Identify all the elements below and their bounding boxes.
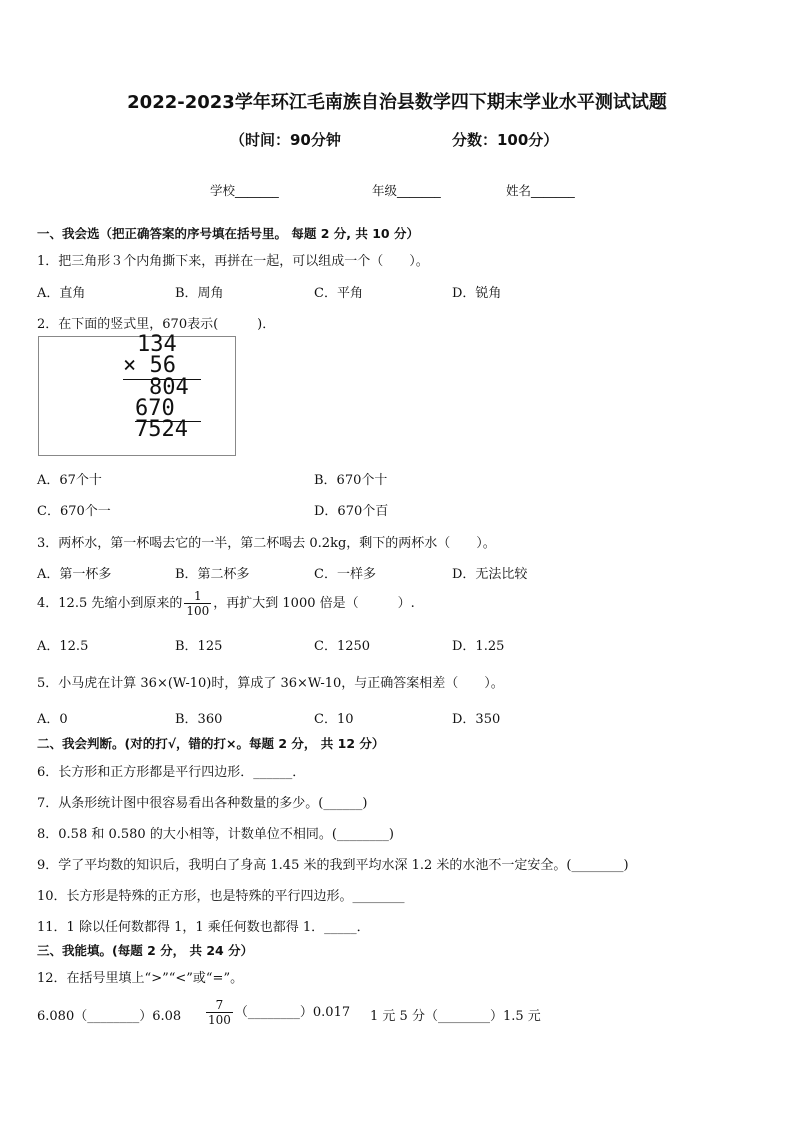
q4-frac-num: 1 (184, 589, 211, 604)
q4-option-a: A．12.5 (37, 639, 89, 654)
mul-line-4: 670 (135, 396, 175, 421)
q3-option-b: B．第二杯多 (175, 567, 250, 582)
section3-heading: 三、我能填。(每题 2 分， 共 24 分） (37, 943, 254, 958)
q1-option-a: A．直角 (37, 286, 86, 301)
q3-option-c: C．一样多 (314, 567, 376, 582)
mul-line-3: 804 (149, 375, 189, 400)
judge-item-11: 11．1 除以任何数都得 1，1 乘任何数也都得 1．_____． (37, 920, 370, 935)
time-label: （时间：90分钟 (230, 131, 341, 149)
q5-option-b: B．360 (175, 712, 223, 727)
section1-heading: 一、我会选（把正确答案的序号填在括号里。 每题 2 分, 共 10 分） (37, 226, 419, 241)
q12-frac-num: 7 (206, 998, 233, 1013)
q4-prefix: 4．12.5 先缩小到原来的 (37, 596, 183, 611)
q12-compare-2 (204, 998, 350, 1027)
q5-option-a: A．0 (37, 712, 68, 727)
q12-fraction (206, 998, 233, 1027)
q4-suffix: ，再扩大到 1000 倍是（ ）. (213, 596, 415, 611)
q12-frac-den: 100 (208, 1013, 231, 1027)
q12-compare-1: 6.080（________）6.08 (37, 1009, 182, 1024)
question-5: 5．小马虎在计算 36×(W-10)时，算成了 36×W-10，与正确答案相差（ ）。 (37, 676, 504, 691)
question-2: 2．在下面的竖式里，670表示( )． (37, 317, 276, 332)
q2-option-b: B．670个十 (314, 473, 388, 488)
q1-option-b: B．周角 (175, 286, 224, 301)
q3-option-a: A．第一杯多 (37, 567, 112, 582)
q5-option-d: D．350 (452, 712, 501, 727)
q2-option-c: C．670个一 (37, 504, 111, 519)
q4-option-c: C．1250 (314, 639, 371, 654)
q5-option-c: C．10 (314, 712, 354, 727)
judge-item-6: 6．长方形和正方形都是平行四边形．______． (37, 765, 306, 780)
grade-field: 年级_______ (372, 183, 441, 198)
score-label: 分数：100分） (452, 131, 559, 149)
q4-frac-den: 100 (186, 604, 210, 618)
question-1: 1．把三角形３个内角撕下来，再拼在一起，可以组成一个（ ）。 (37, 254, 429, 269)
q1-option-c: C．平角 (314, 286, 363, 301)
question-3: 3．两杯水，第一杯喝去它的一半，第二杯喝去 0.2kg，剩下的两杯水（ ）。 (37, 536, 496, 551)
multiplication-figure (38, 332, 236, 456)
judge-item-10: 10．长方形是特殊的正方形，也是特殊的平行四边形。________ (37, 889, 405, 904)
school-field: 学校_______ (210, 183, 279, 198)
q12-compare-2-suffix: （________）0.017 (234, 1005, 351, 1020)
q1-option-d: D．锐角 (452, 286, 502, 301)
judge-item-8: 8．0.58 和 0.580 的大小相等，计数单位不相同。(________) (37, 827, 394, 842)
q3-option-d: D．无法比较 (452, 567, 528, 582)
section2-heading: 二、我会判断。(对的打√，错的打×。每题 2 分， 共 12 分） (37, 736, 385, 751)
mul-line-5: 7524 (135, 417, 188, 442)
q4-option-b: B．125 (175, 639, 223, 654)
question-4 (37, 589, 415, 618)
q2-option-a: A．67个十 (37, 473, 102, 488)
name-field: 姓名_______ (506, 183, 575, 198)
mul-line-1: 134 (137, 332, 177, 357)
page-title: 2022-2023学年环江毛南族自治县数学四下期末学业水平测试试题 (127, 92, 667, 113)
question-12: 12．在括号里填上“>”“<”或“=”。 (37, 971, 244, 986)
q12-compare-3: 1 元 5 分（________）1.5 元 (370, 1009, 541, 1024)
judge-item-7: 7．从条形统计图中很容易看出各种数量的多少。(______) (37, 796, 368, 811)
q4-option-d: D．1.25 (452, 639, 505, 654)
q2-option-d: D．670个百 (314, 504, 389, 519)
q4-fraction (184, 589, 211, 618)
judge-item-9: 9．学了平均数的知识后，我明白了身高 1.45 米的我到平均水深 1.2 米的水池不一定安全。(________) (37, 858, 629, 873)
mul-line-2: × 56 (123, 353, 176, 378)
